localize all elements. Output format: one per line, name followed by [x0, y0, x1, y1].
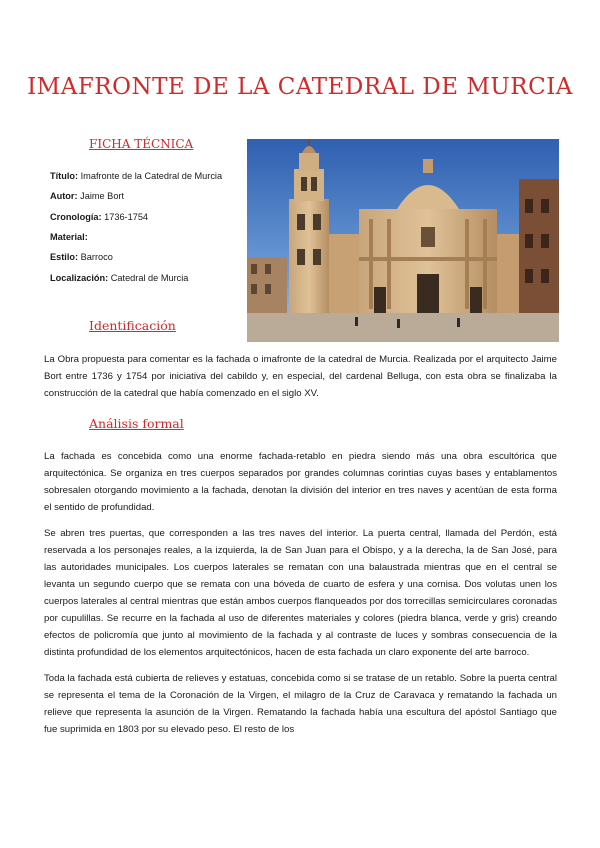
ficha-localizacion-label: Localización: [50, 272, 109, 283]
ficha-cronologia-label: Cronología: [50, 211, 102, 222]
paragraph: La Obra propuesta para comentar es la fachada o imafronte de la catedral de Murcia. Realizada por el arquitecto Jaime Bort entre 1736 y 1754 por iniciativa del cabildo y, en especial, del cardenal Belluga, con esta obra se finalizaba la construcción de la catedral que había comenzado en el siglo XV. [44, 354, 557, 399]
paragraph: La fachada es concebida como una enorme fachada-retablo en piedra siendo más una obra escultórica que arquitectónica. Se organiza en tres cuerpos separados por grandes columnas corintias cuyas bases y entablamentos sobresalen otorgando movimiento a la fachada, denotan la división del interior en tres naves y acentúan de esta forma el sentido de profundidad. [44, 451, 557, 513]
ficha-estilo [50, 251, 225, 264]
paragraph: Se abren tres puertas, que corresponden a las tres naves del interior. La puerta central, llamada del Perdón, está reservada a los personajes reales, a la izquierda, la de San Juan para el Obispo, y a la derecha, la de San José, para las autoridades municipales. Los cuerpos laterales se rematan con una balaustrada mientras que en el central se levanta un segundo cuerpo que se remata con una bóveda de cuarto de esfera y una cornisa. Dos volutas unen los cuerpos laterales al central mientras que están ambos cuerpos flanqueados por dos torrecillas semicirculares coronadas por cupulillas. Se recurre en la fachada al uso de diferentes materiales y colores (piedra blanca, verde y gris) creando efectos de policromía que junto al movimiento de la fachada y al contraste de luces y sombras consecuencia de la distinta profundidad de los elementos arquitectónicos, hacen de esta fachada un claro exponente del arte barroco. [44, 528, 557, 658]
identificacion-paragraph [44, 351, 557, 411]
cathedral-photo [247, 139, 559, 342]
ficha-cronologia [50, 211, 225, 224]
ficha-localizacion-value: Catedral de Murcia [110, 272, 189, 283]
ficha-cronologia-value: 1736-1754 [104, 211, 149, 222]
ficha-titulo-label: Título: [50, 171, 79, 181]
ficha-material [50, 231, 225, 244]
ficha-tecnica [50, 170, 225, 292]
heading-identificacion: Identificación [89, 318, 176, 333]
ficha-autor [50, 190, 225, 203]
ficha-titulo [50, 170, 225, 183]
ficha-estilo-label: Estilo: [50, 252, 79, 263]
ficha-autor-value: Jaime Bort [80, 191, 125, 202]
ficha-material-label: Material: [50, 232, 88, 243]
paragraph: Toda la fachada está cubierta de relieves y estatuas, concebida como si se tratase de un retablo. Sobre la puerta central se representa el tema de la Coronación de la Virgen, el milagro de la Cruz de Caravaca y rematando la fachada un relieve que representa la asunción de la Virgen. Rematando la fachada había una escultura del apóstol Santiago que fue suprimida en 1803 por su elevado peso. El resto de los [44, 673, 557, 735]
heading-analisis-formal: Análisis formal [89, 416, 184, 431]
heading-ficha-tecnica: FICHA TÉCNICA [89, 137, 194, 151]
ficha-estilo-value: Barroco [80, 252, 113, 263]
ficha-localizacion [50, 272, 225, 285]
ficha-titulo-value: Imafronte de la Catedral de Murcia [80, 171, 223, 181]
page-title: IMAFRONTE DE LA CATEDRAL DE MURCIA [27, 74, 573, 100]
ficha-autor-label: Autor: [50, 191, 78, 202]
analisis-section [44, 448, 557, 747]
